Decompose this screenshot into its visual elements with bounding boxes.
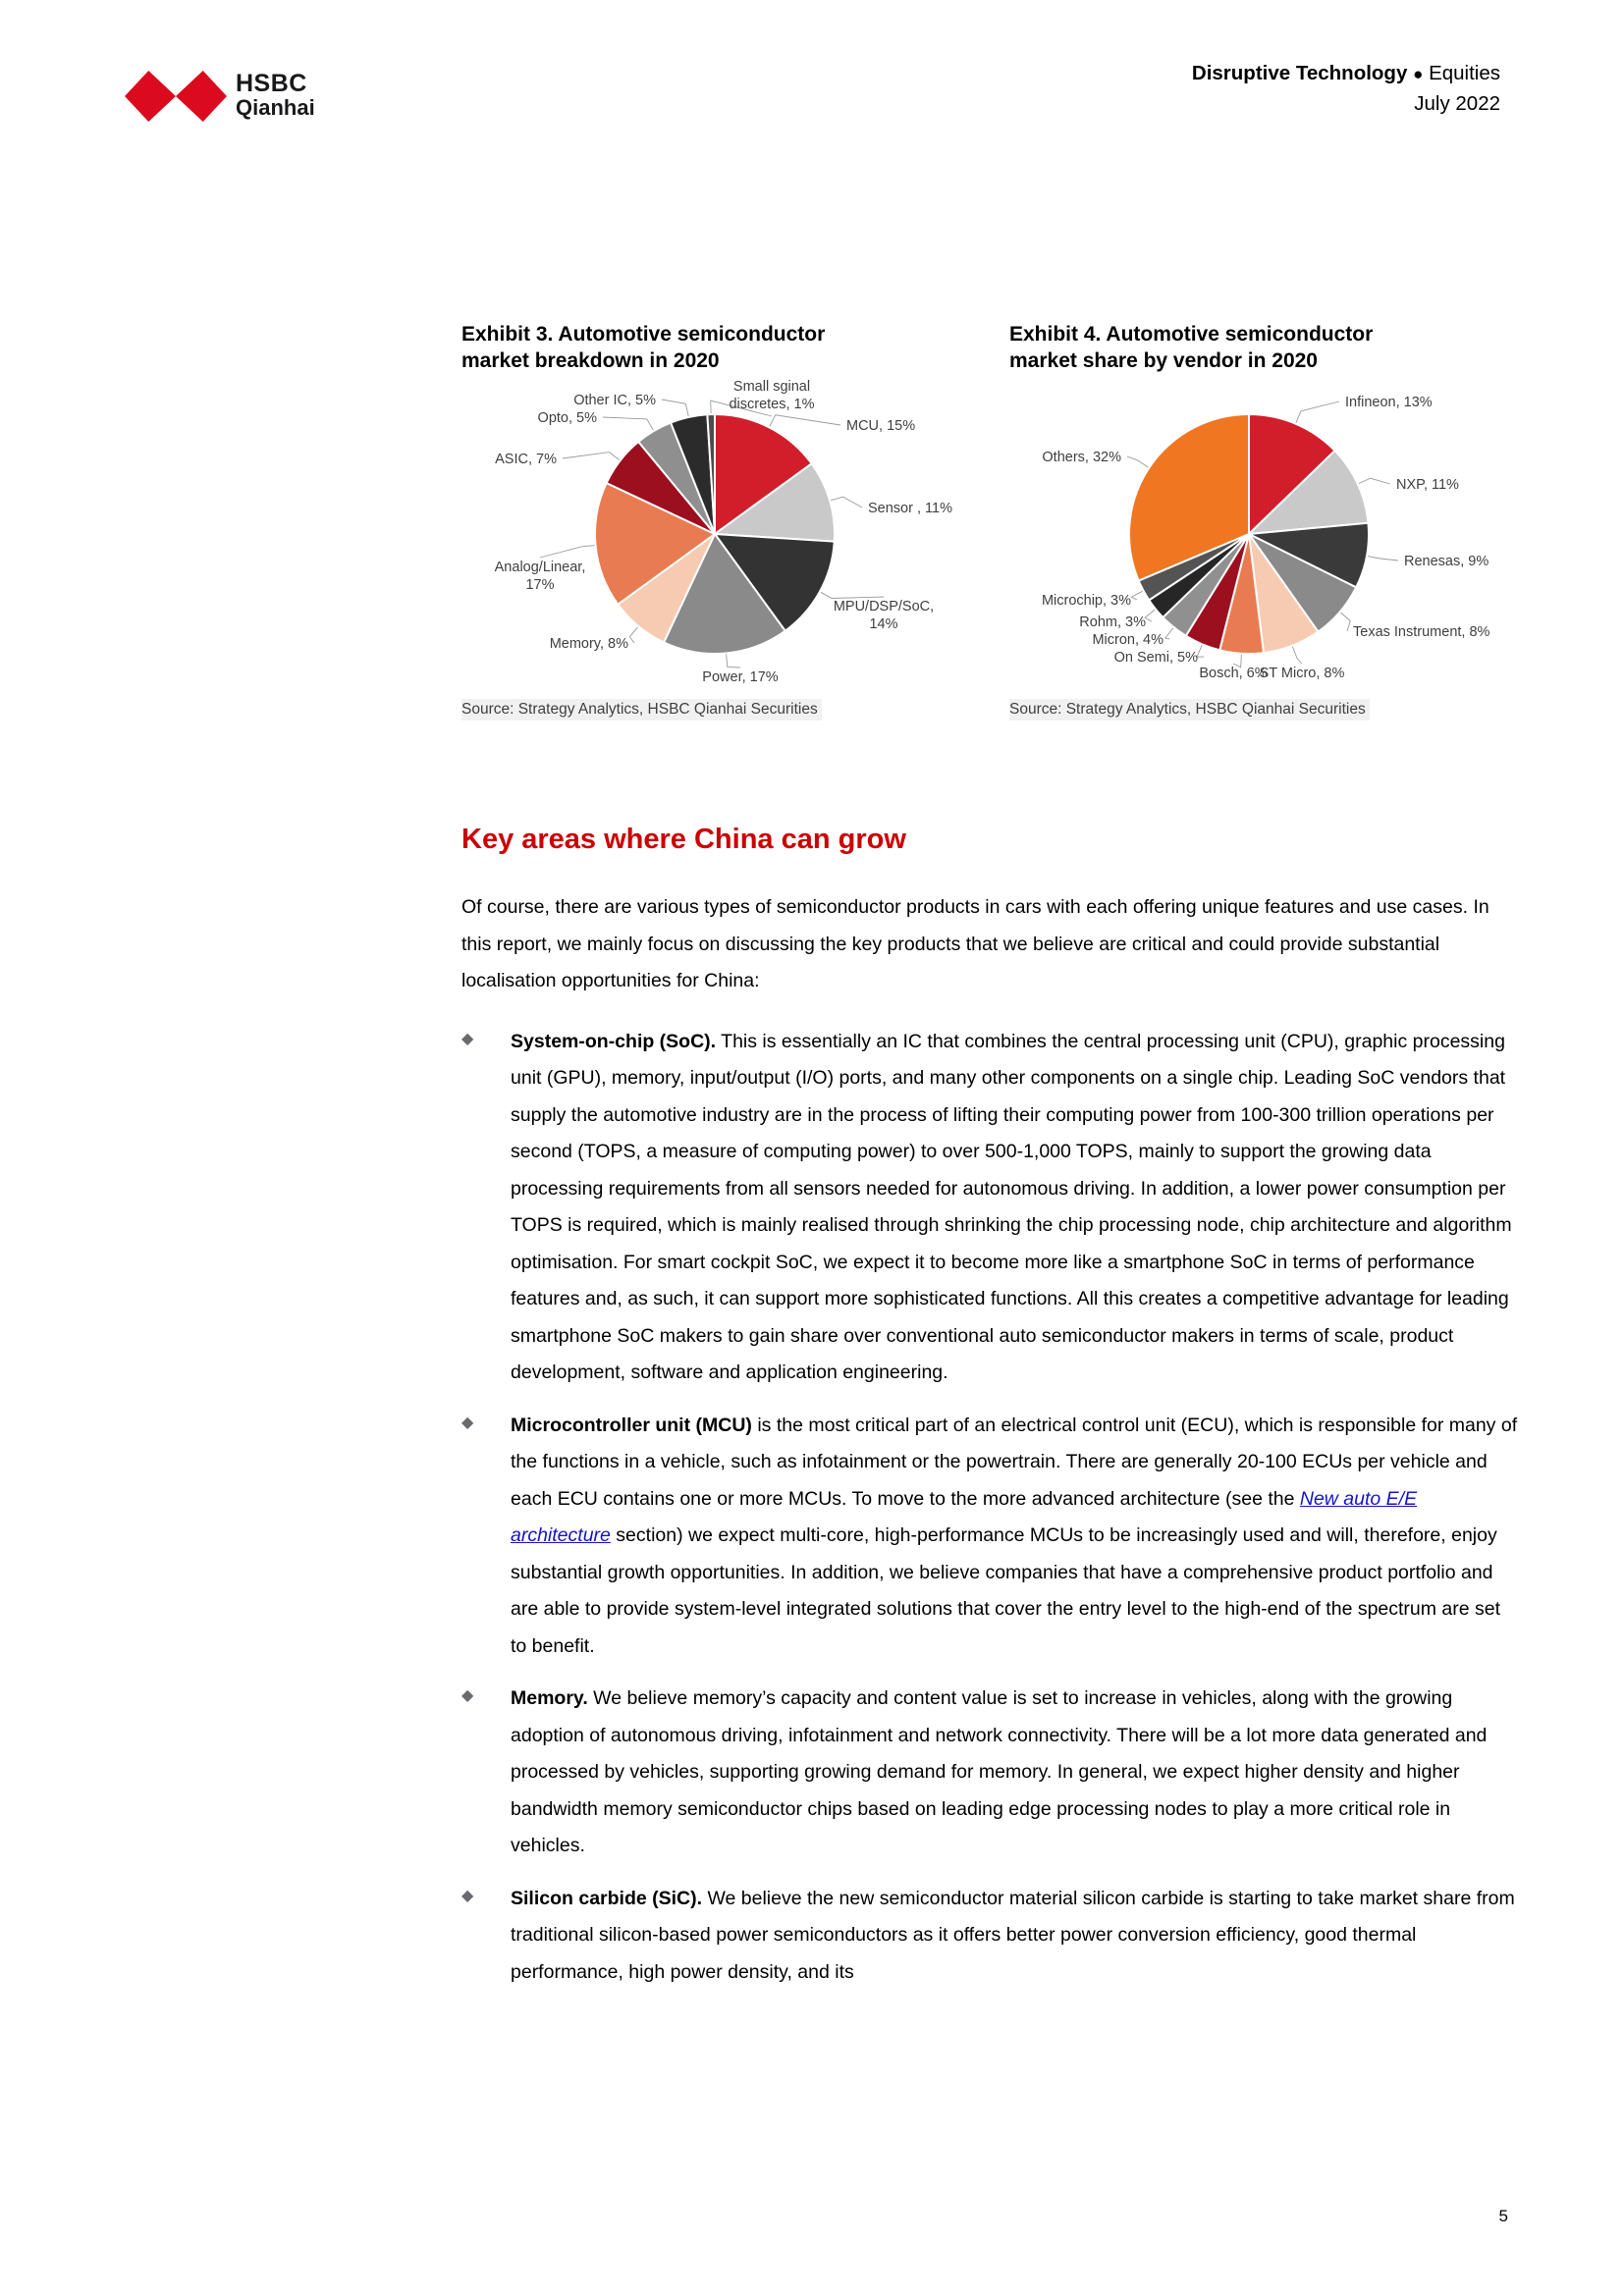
pie-leader-line — [540, 546, 595, 558]
new-auto-ee-architecture-link[interactable]: New auto E/E architecture — [511, 1487, 1418, 1546]
logo-text-qianhai: Qianhai — [236, 95, 315, 120]
pie-leader-line — [1145, 610, 1155, 621]
pie-label-microchip: Microchip, 3% — [1041, 593, 1131, 609]
pie-leader-line — [1292, 647, 1302, 664]
pie-leader-line — [1165, 628, 1173, 639]
hsbc-hexagon-icon — [125, 69, 227, 129]
pie-label-opto: Opto, 5% — [537, 410, 597, 426]
bullet-mcu-body-1: is the most critical part of an electrical control unit (ECU), which is responsible for many of the functions in a vehicle, such as infotainment or the powertrain. There are generally 20-100 ECUs per vehicle and each ECU contains one or more MCUs. To move to the more advanced architecture (see the — [511, 1414, 1518, 1510]
bullet-memory-body: We believe memory’s capacity and content value is set to increase in vehicles, along with the growing adoption of autonomous driving, infotainment and network connectivity. There will be a lot more data generated and processed by vehicles, supporting growing demand for memory. In general, we expect higher density and higher bandwidth memory semiconductor chips based on leading edge processing nodes to play a more critical role in vehicles. — [511, 1687, 1488, 1856]
pie-leader-line — [1340, 613, 1350, 631]
pie-leader-line — [727, 655, 740, 668]
bullet-soc-text — [511, 1024, 1520, 1392]
pie-label-bosch: Bosch, 6% — [1199, 666, 1268, 681]
section-heading: Key areas where China can grow — [461, 824, 906, 855]
pie-leader-line — [1127, 456, 1149, 467]
exhibit4-title — [1009, 321, 1540, 374]
diamond-bullet-icon: ◆ — [461, 1887, 474, 1904]
hsbc-qianhai-logo — [125, 69, 315, 129]
pie-label-asic: ASIC, 7% — [495, 452, 557, 467]
bullet-sic-body: We believe the new semiconductor material silicon carbide is starting to take market share from traditional silicon-based power semiconductors as it offers better power conversion efficiency, good thermal performance, high power density, and its — [511, 1887, 1515, 1983]
doc-category: Equities — [1429, 62, 1500, 84]
exhibit3-title — [461, 321, 992, 374]
exhibit3-title-line2: market breakdown in 2020 — [461, 349, 720, 372]
bullet-memory-lead: Memory. — [511, 1687, 588, 1709]
pie-label-on-semi: On Semi, 5% — [1113, 650, 1198, 666]
pie-leader-line — [1359, 478, 1390, 484]
exhibit4-title-line2: market share by vendor in 2020 — [1009, 349, 1318, 372]
pie-label-power: Power, 17% — [702, 669, 779, 685]
bullet-mcu — [461, 1408, 1520, 1666]
intro-paragraph: Of course, there are various types of semiconductor products in cars with each offering unique features and use cases. In this report, we mainly focus on discussing the key products that we believe are critical and could provide substantial localisation opportunities for China: — [461, 896, 1489, 991]
page-number: 5 — [1498, 2207, 1508, 2225]
bullet-sic — [461, 1881, 1520, 1992]
exhibit3-title-line1: Exhibit 3. Automotive semiconductor — [461, 323, 826, 346]
pie-leader-line — [629, 627, 637, 643]
doc-date: July 2022 — [1414, 92, 1500, 115]
pie-label-mpu-dsp-soc: MPU/DSP/SoC, — [833, 599, 935, 614]
exhibit4-title-line1: Exhibit 4. Automotive semiconductor — [1009, 323, 1374, 346]
diamond-bullet-icon: ◆ — [461, 1030, 474, 1047]
pie-label-st-micro: ST Micro, 8% — [1259, 666, 1345, 681]
pie-label-analog-linear: 17% — [525, 577, 555, 593]
logo-text-hsbc: HSBC — [236, 70, 307, 97]
body-content — [461, 821, 1520, 2006]
pie-label-analog-linear: Analog/Linear, — [494, 560, 586, 575]
bullet-mcu-text — [511, 1408, 1520, 1666]
bullet-mcu-body-2: section) we expect multi-core, high-performance MCUs to be increasingly used and will, therefore, enjoy substantial growth opportunities. In addition, we believe companies that have a comprehensive product portfolio and are able to provide system-level integrated solutions that cover the entry level to the high-end of the spectrum are set to benefit. — [511, 1524, 1501, 1657]
pie-leader-line — [563, 453, 620, 460]
pie-label-mcu: MCU, 15% — [846, 418, 916, 434]
pie-leader-line — [1368, 557, 1398, 561]
diamond-bullet-icon: ◆ — [461, 1414, 474, 1431]
report-header-meta — [1192, 62, 1500, 116]
exhibit4-source: Source: Strategy Analytics, HSBC Qianhai Securities — [1009, 699, 1370, 721]
pie-leader-line — [662, 400, 688, 416]
pie-label-nxp: NXP, 11% — [1396, 477, 1459, 493]
pie-leader-line — [1197, 645, 1204, 657]
bullet-soc-lead: System-on-chip (SoC). — [511, 1030, 717, 1052]
pie-label-micron: Micron, 4% — [1092, 632, 1164, 648]
pie-label-renesas: Renesas, 9% — [1404, 554, 1489, 569]
report-title-line — [1192, 62, 1500, 85]
pie-leader-line — [831, 497, 862, 507]
separator-dot: ● — [1413, 65, 1424, 83]
pie-leader-line — [770, 415, 840, 427]
pie-label-other-ic: Other IC, 5% — [573, 393, 656, 408]
pie-label-memory: Memory, 8% — [549, 636, 628, 652]
doc-title: Disruptive Technology — [1191, 62, 1408, 84]
logo-wordmark — [236, 69, 315, 120]
pie-leader-line — [1296, 401, 1339, 423]
diamond-bullet-icon: ◆ — [461, 1687, 474, 1704]
bullet-soc-body: This is essentially an IC that combines the central processing unit (CPU), graphic processing unit (GPU), memory, input/output (I/O) ports, and many other components on a single chip. Leading SoC vendors that supply the automotive industry are in the process of lifting their computing power from 100-300 trillion operations per second (TOPS, a measure of computing power) to over 500-1,000 TOPS, mainly to support the growing data processing requirements from all sensors needed for autonomous driving. In addition, a lower power consumption per TOPS is required, which is mainly realised through shrinking the chip processing node, chip architecture and algorithm optimisation. For smart cockpit SoC, we expect it to become more like a smartphone SoC in terms of performance features and, as such, it can support more sophisticated functions. All this creates a competitive advantage for leading smartphone SoC makers to gain share over conventional auto semiconductor makers in terms of scale, product development, software and application engineering. — [511, 1030, 1512, 1383]
pie-label-rohm: Rohm, 3% — [1079, 614, 1146, 630]
pie-leader-line — [821, 592, 884, 598]
bullet-sic-lead: Silicon carbide (SiC). — [511, 1887, 703, 1909]
exhibit3-source: Source: Strategy Analytics, HSBC Qianhai Securities — [461, 699, 822, 721]
exhibit4-pie-chart — [1009, 379, 1540, 695]
pie-label-others: Others, 32% — [1042, 450, 1121, 465]
pie-label-texas-instrument: Texas Instrument, 8% — [1353, 624, 1490, 640]
pie-label-small-sginal-discretes: discretes, 1% — [729, 397, 815, 412]
bullet-memory — [461, 1681, 1520, 1865]
pie-leader-line — [1131, 591, 1142, 600]
pie-label-small-sginal-discretes: Small sginal — [732, 379, 811, 395]
bullet-soc — [461, 1024, 1520, 1392]
exhibit3-pie-chart — [461, 379, 972, 695]
bullet-memory-text — [511, 1681, 1520, 1865]
pie-label-infineon: Infineon, 13% — [1345, 395, 1433, 410]
pie-label-mpu-dsp-soc: 14% — [869, 616, 898, 632]
pie-leader-line — [603, 417, 653, 430]
bullet-mcu-lead: Microcontroller unit (MCU) — [511, 1414, 752, 1436]
pie-label-sensor: Sensor , 11% — [868, 501, 952, 516]
bullet-sic-text — [511, 1881, 1520, 1992]
